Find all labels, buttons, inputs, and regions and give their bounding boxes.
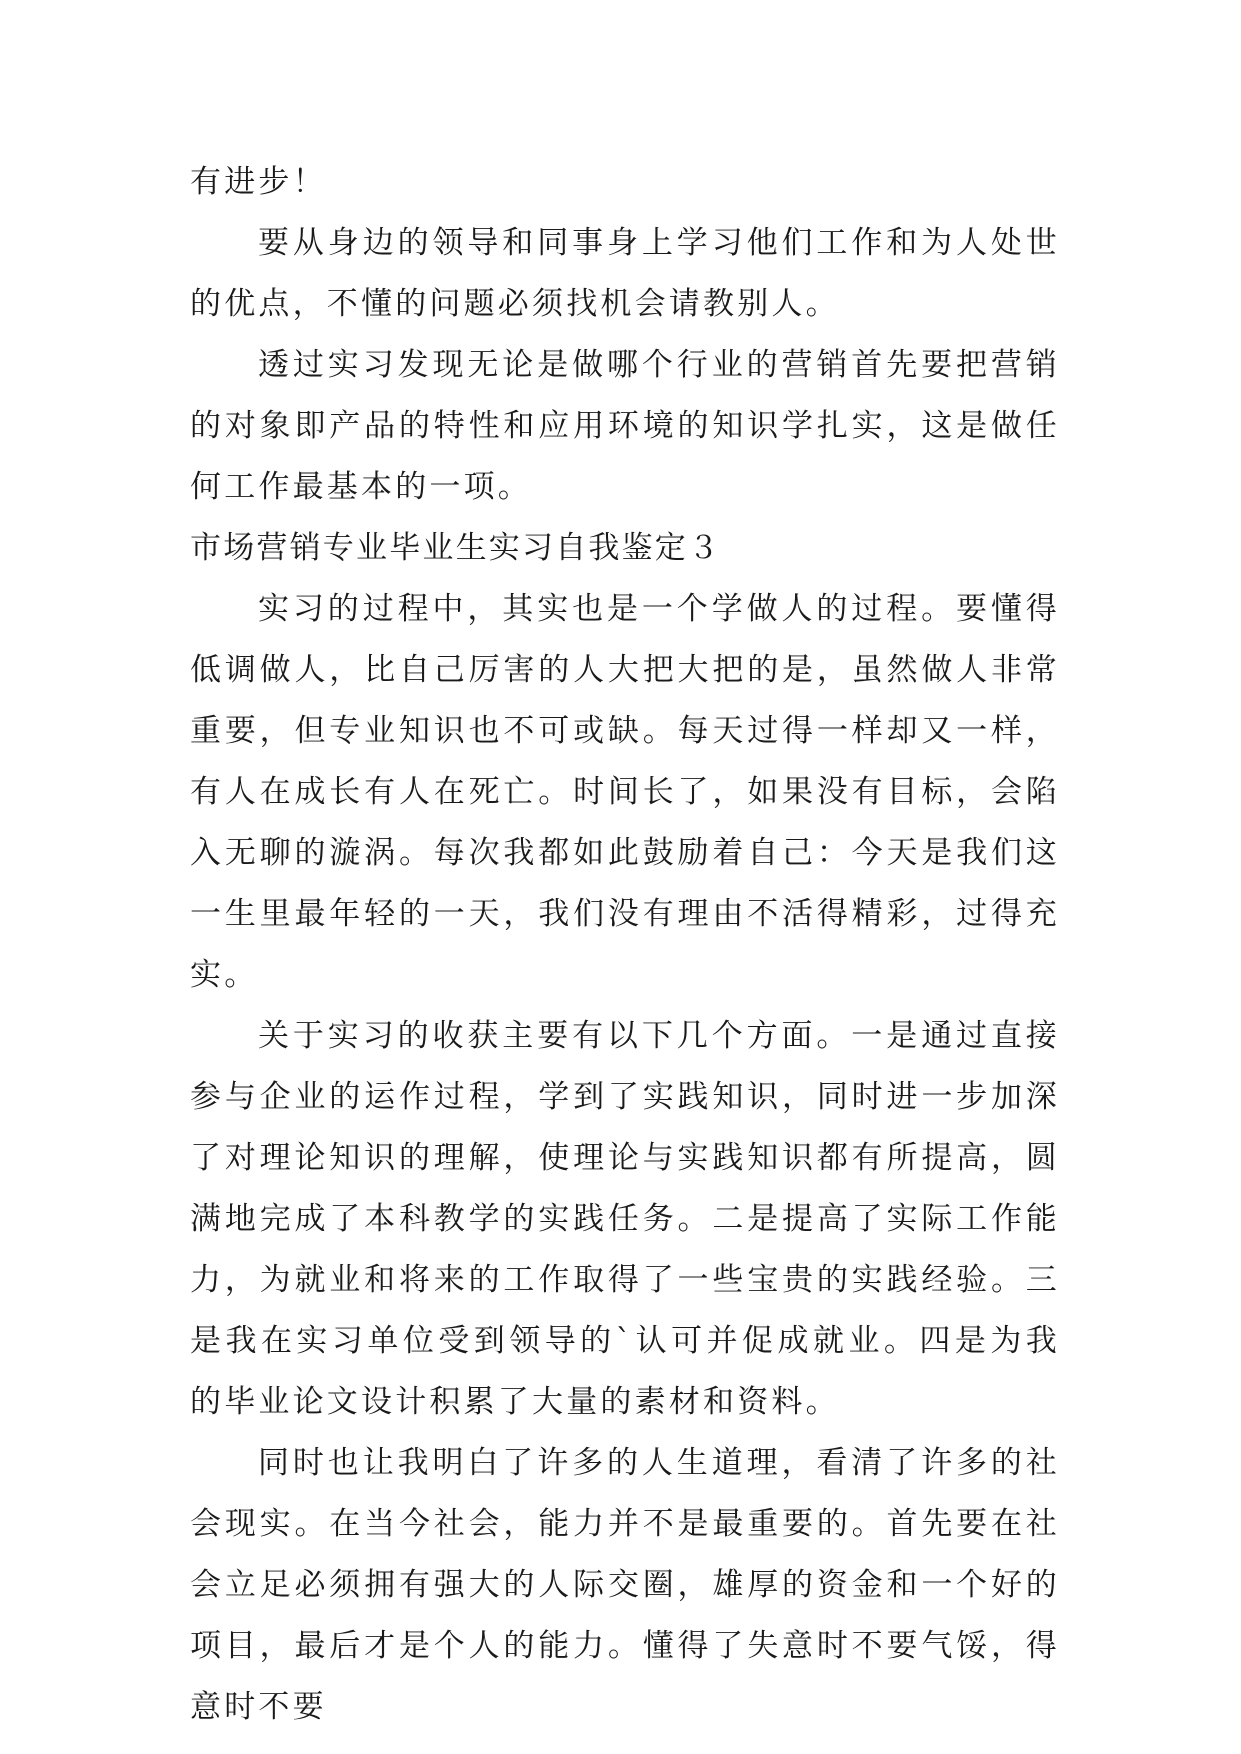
paragraph-2: 要从身边的领导和同事身上学习他们工作和为人处世的优点，不懂的问题必须找机会请教别人。 <box>190 225 1060 322</box>
paragraph-3: 透过实习发现无论是做哪个行业的营销首先要把营销的对象即产品的特性和应用环境的知识学扎实，这是做任何工作最基本的一项。 <box>190 347 1060 505</box>
paragraph-1: 有进步！ <box>190 164 327 200</box>
section-heading: 市场营销专业毕业生实习自我鉴定３ <box>190 530 722 566</box>
document-body <box>190 152 1060 1738</box>
paragraph-4: 实习的过程中，其实也是一个学做人的过程。要懂得低调做人，比自己厉害的人大把大把的是，虽然做人非常重要，但专业知识也不可或缺。每天过得一样却又一样，有人在成长有人在死亡。时间长了，如果没有目标，会陷入无聊的漩涡。每次我都如此鼓励着自己：今天是我们这一生里最年轻的一天，我们没有理由不活得精彩，过得充实。 <box>190 591 1060 993</box>
paragraph-5: 关于实习的收获主要有以下几个方面。一是通过直接参与企业的运作过程，学到了实践知识，同时进一步加深了对理论知识的理解，使理论与实践知识都有所提高，圆满地完成了本科教学的实践任务。二是提高了实际工作能力，为就业和将来的工作取得了一些宝贵的实践经验。三是我在实习单位受到领导的`认可并促成就业。四是为我的毕业论文设计积累了大量的素材和资料。 <box>190 1018 1060 1420</box>
paragraph-6: 同时也让我明白了许多的人生道理，看清了许多的社会现实。在当今社会，能力并不是最重要的。首先要在社会立足必须拥有强大的人际交圈，雄厚的资金和一个好的项目，最后才是个人的能力。懂得了失意时不要气馁，得意时不要 <box>190 1445 1060 1725</box>
